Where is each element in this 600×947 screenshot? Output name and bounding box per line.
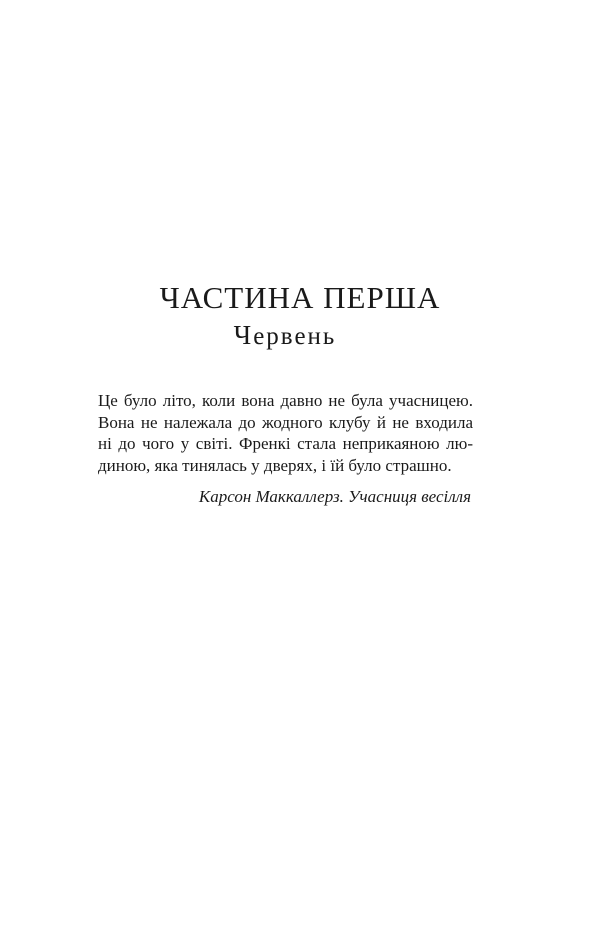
part-subtitle-rest: ервень bbox=[253, 323, 337, 350]
part-subtitle-initial: Ч bbox=[233, 320, 254, 350]
part-subtitle bbox=[0, 320, 570, 352]
epigraph-attribution: Карсон Маккаллерз. Учасниця весілля bbox=[198, 487, 471, 506]
epigraph-line: ні до чого у світі. Френкі стала неприкаяною лю- bbox=[98, 434, 473, 453]
epigraph-line: диною, яка тинялась у дверях, і їй було страшно. bbox=[98, 455, 452, 475]
epigraph-line: Вона не належала до жодного клубу й не входила bbox=[98, 412, 473, 432]
part-title: ЧАСТИНА ПЕРША bbox=[159, 280, 441, 315]
epigraph-line: Це було літо, коли вона давно не була учасницею. bbox=[98, 391, 473, 410]
epigraph bbox=[98, 390, 473, 476]
